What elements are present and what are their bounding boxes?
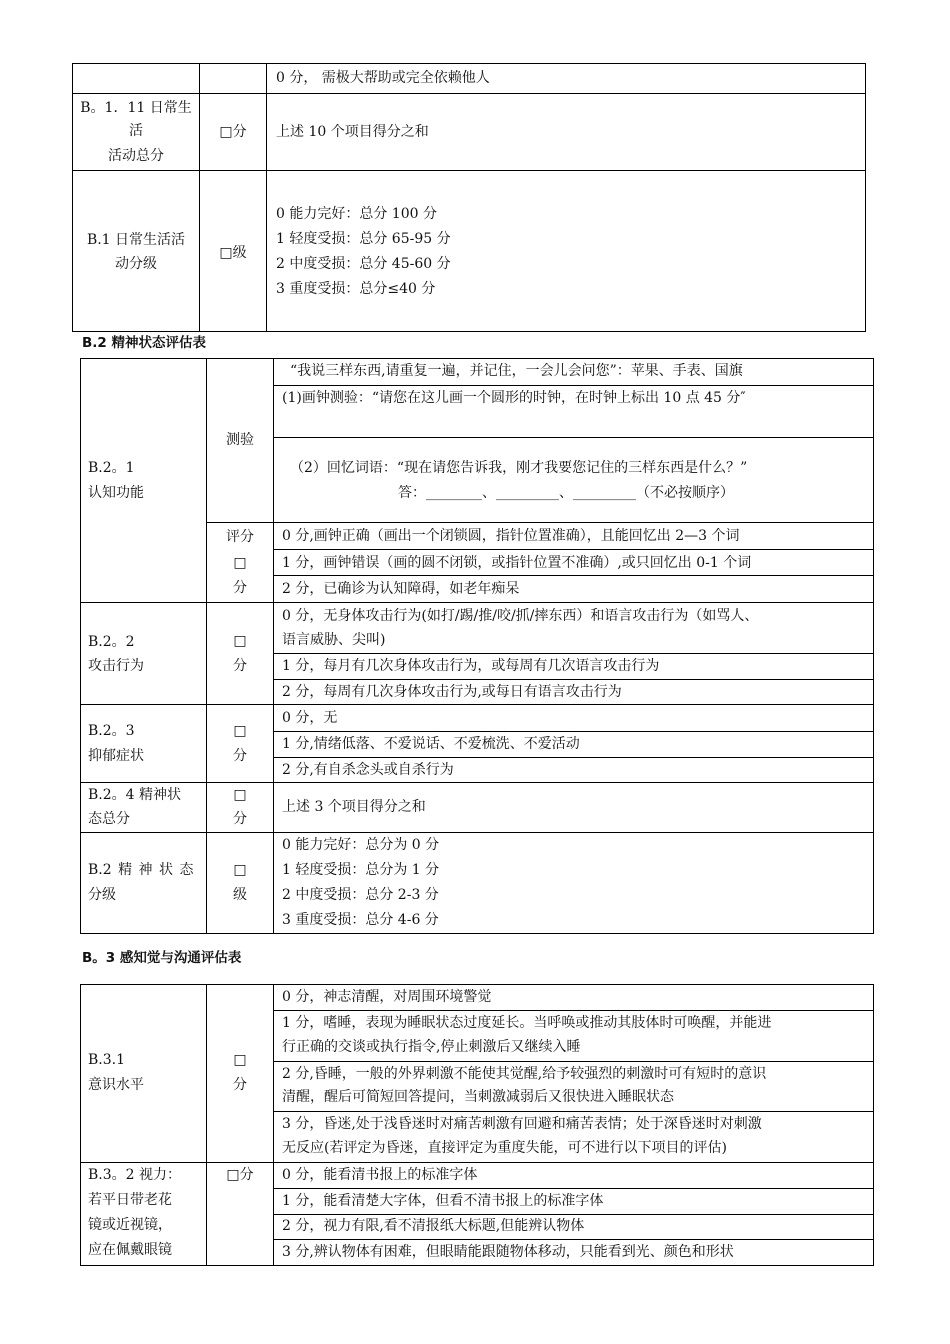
consciousness-option-2: 2 分,昏睡，一般的外界刺激不能使其觉醒,给予较强烈的刺激时可有短时的意识: [282, 1066, 767, 1082]
vision-option-0: 0 分，能看清书报上的标准字体: [282, 1167, 478, 1183]
adl-grade-label-2: 动分级: [115, 256, 157, 272]
aggression-score-unit: 分: [233, 658, 247, 674]
mental-total-label: B.2。4 精神状: [88, 787, 182, 803]
adl-total-desc: 上述 10 个项目得分之和: [276, 124, 429, 140]
consciousness-label-2: 意识水平: [88, 1077, 144, 1093]
vision-score-box[interactable]: □分: [226, 1167, 254, 1183]
adl-grade-level-1: 1 轻度受损：总分 65-95 分: [276, 231, 451, 247]
depression-score-box[interactable]: □: [233, 723, 247, 739]
vision-option-2: 2 分，视力有限,看不清报纸大标题,但能辨认物体: [282, 1218, 585, 1234]
depression-option-0: 0 分，无: [282, 710, 338, 726]
depression-option-2: 2 分,有自杀念头或自杀行为: [282, 762, 454, 778]
adl-grade-level-3: 3 重度受损：总分≤40 分: [276, 281, 436, 297]
cognition-score-box[interactable]: □: [233, 555, 247, 571]
consciousness-label: B.3.1: [88, 1052, 126, 1068]
vision-label: B.3。2 视力：: [88, 1167, 182, 1183]
aggression-score-box[interactable]: □: [233, 633, 247, 649]
aggression-label: B.2。2: [88, 634, 135, 650]
cognition-recall-question: （2）回忆词语：“现在请您告诉我，刚才我要您记住的三样东西是什么？”: [290, 460, 748, 476]
cognition-score-unit: 分: [233, 580, 247, 596]
consciousness-option-1: 1 分，嗜睡，表现为睡眠状态过度延长。当呼唤或推动其肢体时可唤醒，并能进: [282, 1015, 772, 1031]
aggression-option-0: 0 分，无身体攻击行为(如打/踢/推/咬/抓/摔东西）和语言攻击行为（如骂人、: [282, 608, 759, 624]
mental-grade-box[interactable]: □: [233, 862, 247, 878]
mental-total-desc: 上述 3 个项目得分之和: [282, 799, 426, 815]
consciousness-option-3: 3 分，昏迷,处于浅昏迷时对痛苦刺激有回避和痛苦表情；处于深昏迷时对刺激: [282, 1116, 762, 1132]
mental-grade-label: B.2 精 神 状 态: [88, 862, 194, 878]
vision-option-3: 3 分,辨认物体有困难，但眼睛能跟随物体移动，只能看到光、颜色和形状: [282, 1244, 734, 1260]
cognition-test-label: 测验: [226, 432, 254, 448]
adl-total-label-3: 活动总分: [108, 148, 164, 164]
consciousness-option-0: 0 分，神志清醒，对周围环境警觉: [282, 989, 492, 1005]
cognition-label: B.2。1: [88, 460, 135, 476]
mental-grade-level-0: 0 能力完好：总分为 0 分: [282, 837, 440, 853]
mental-grade-level-1: 1 轻度受损：总分为 1 分: [282, 862, 440, 878]
vision-label-2: 若平日带老花: [88, 1192, 172, 1208]
adl-grade-level-0: 0 能力完好：总分 100 分: [276, 206, 437, 222]
aggression-label-2: 攻击行为: [88, 658, 144, 674]
mental-grade-level-3: 3 重度受损：总分 4-6 分: [282, 912, 439, 928]
aggression-option-0-cont: 语言威胁、尖叫): [282, 632, 386, 648]
cognition-score-label: 评分: [226, 529, 254, 545]
mental-grade-level-2: 2 中度受损：总分 2-3 分: [282, 887, 439, 903]
consciousness-option-1-cont: 行正确的交谈或执行指令,停止刺激后又继续入睡: [282, 1039, 581, 1055]
cognition-option-2: 2 分，已确诊为认知障碍，如老年痴呆: [282, 581, 520, 597]
consciousness-option-3-cont: 无反应(若评定为昏迷，直接评定为重度失能，可不进行以下项目的评估): [282, 1140, 727, 1156]
vision-label-4: 应在佩戴眼镜: [88, 1242, 172, 1258]
adl-total-label: B。1．11 日常生: [80, 100, 192, 116]
vision-label-3: 镜或近视镜，: [88, 1217, 172, 1233]
aggression-option-2: 2 分，每周有几次身体攻击行为,或每日有语言攻击行为: [282, 684, 622, 700]
section-b2-title: B.2 精神状态评估表: [82, 335, 207, 351]
depression-label: B.2。3: [88, 723, 135, 739]
section-b3-title: B。3 感知觉与沟通评估表: [82, 950, 242, 966]
mental-total-score-box[interactable]: □: [233, 787, 247, 803]
adl-option-0: 0 分， 需极大帮助或完全依赖他人: [276, 70, 490, 86]
cognition-option-0: 0 分,画钟正确（画出一个闭锁圆，指针位置准确），且能回忆出 2—3 个词: [282, 528, 740, 544]
cognition-option-1: 1 分，画钟错误（画的圆不闭锁，或指针位置不准确）,或只回忆出 0-1 个词: [282, 555, 752, 571]
adl-total-score-box[interactable]: □分: [219, 124, 247, 140]
mental-grade-unit: 级: [233, 887, 247, 903]
consciousness-option-2-cont: 清醒，醒后可简短回答提问，当刺激减弱后又很快进入睡眠状态: [282, 1089, 674, 1105]
mental-grade-label-2: 分级: [88, 887, 116, 903]
depression-score-unit: 分: [233, 748, 247, 764]
adl-grade-label: B.1 日常生活活: [86, 232, 186, 248]
adl-total-label-2: 活: [129, 123, 143, 139]
mental-total-label-2: 态总分: [88, 811, 130, 827]
cognition-prompt: “我说三样东西,请重复一遍，并记住，一会儿会问您”：苹果、手表、国旗: [290, 363, 743, 379]
mental-total-score-unit: 分: [233, 811, 247, 827]
aggression-option-1: 1 分，每月有几次身体攻击行为，或每周有几次语言攻击行为: [282, 658, 660, 674]
consciousness-score-box[interactable]: □: [233, 1052, 247, 1068]
depression-label-2: 抑郁症状: [88, 748, 144, 764]
cognition-label-2: 认知功能: [88, 485, 144, 501]
adl-grade-level-2: 2 中度受损：总分 45-60 分: [276, 256, 451, 272]
cognition-clock-test: (1)画钟测验：“请您在这儿画一个圆形的时钟，在时钟上标出 10 点 45 分″: [282, 390, 746, 406]
depression-option-1: 1 分,情绪低落、不爱说话、不爱梳洗、不爱活动: [282, 736, 580, 752]
consciousness-score-unit: 分: [233, 1077, 247, 1093]
cognition-recall-answer[interactable]: 答：________、_________、_________（不必按顺序）: [398, 485, 734, 501]
adl-grade-box[interactable]: □级: [219, 245, 247, 261]
vision-option-1: 1 分，能看清楚大字体，但看不清书报上的标准字体: [282, 1193, 604, 1209]
